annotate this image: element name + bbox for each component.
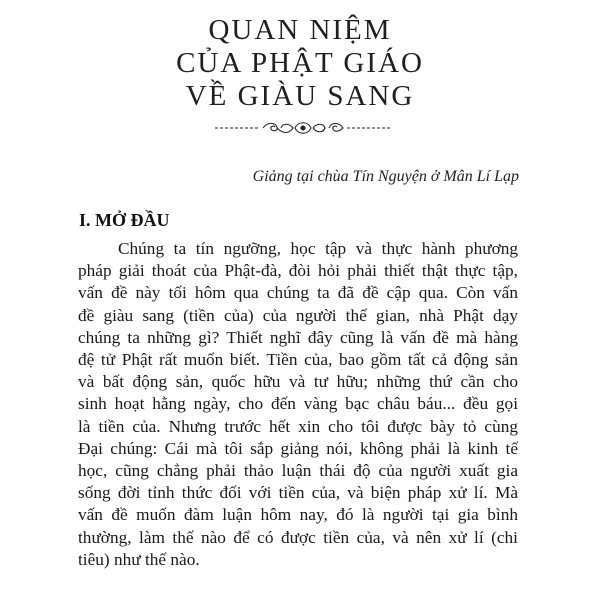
section-heading: I. MỞ ĐẦU	[79, 210, 170, 230]
paragraph-line: là tiền của. Nhưng trước hết xin cho tôi được bày tỏ cùng	[78, 416, 518, 436]
chapter-title-line: QUAN NIỆM	[208, 14, 392, 46]
paragraph-line: Đại chúng: Cái mà tôi sắp giảng nói, không phải là kinh tế	[78, 438, 518, 458]
chapter-title-line: CỦA PHẬT GIÁO	[176, 47, 424, 79]
paragraph-line: pháp giải thoát của Phật-đà, đòi hỏi phải thiết thật thực tập,	[78, 261, 518, 281]
paragraph-line: Chúng ta tín ngưỡng, học tập và thực hành phương	[118, 239, 518, 258]
paragraph-line: vấn đề muốn đàm luận hôm nay, đó là người tại gia bình	[78, 505, 518, 525]
paragraph-line: học, cũng chẳng phải thảo luận thái độ của người xuất gia	[78, 461, 518, 481]
paragraph-line: đệ tử Phật rất muốn biết. Tiền của, bao gồm tất cả động sản	[78, 350, 518, 370]
flourish-divider-icon	[213, 119, 393, 137]
paragraph-line: tiêu) như thế nào.	[78, 549, 200, 569]
body-paragraph	[78, 238, 518, 571]
paragraph-line: và bất động sản, quốc hữu và tư hữu; những thứ cần cho	[78, 372, 518, 392]
paragraph-line: vấn đề này tối hôm qua chúng ta đã đề cập qua. Còn vấn	[78, 283, 518, 303]
chapter-title	[0, 14, 600, 113]
paragraph-line: chúng ta những gì? Thiết nghĩ đây cũng là vấn đề mà hàng	[78, 327, 518, 347]
paragraph-line: đề giàu sang (tiền của) của người thế gian, nhà Phật dạy	[78, 305, 518, 325]
paragraph-line: sinh hoạt hằng ngày, cho đến vàng bạc châu báu... đều gọi	[78, 394, 518, 414]
lecture-location-subtitle: Giảng tại chùa Tín Nguyện ở Mân Lí Lạp	[252, 168, 519, 185]
chapter-title-line: VỀ GIÀU SANG	[185, 80, 415, 112]
paragraph-line: sống đời tỉnh thức đối với tiền của, và biện pháp xử lí. Mà	[78, 483, 518, 503]
paragraph-line: thường, làm thế nào để có được tiền của, và nên xử lí (chi	[78, 527, 518, 547]
